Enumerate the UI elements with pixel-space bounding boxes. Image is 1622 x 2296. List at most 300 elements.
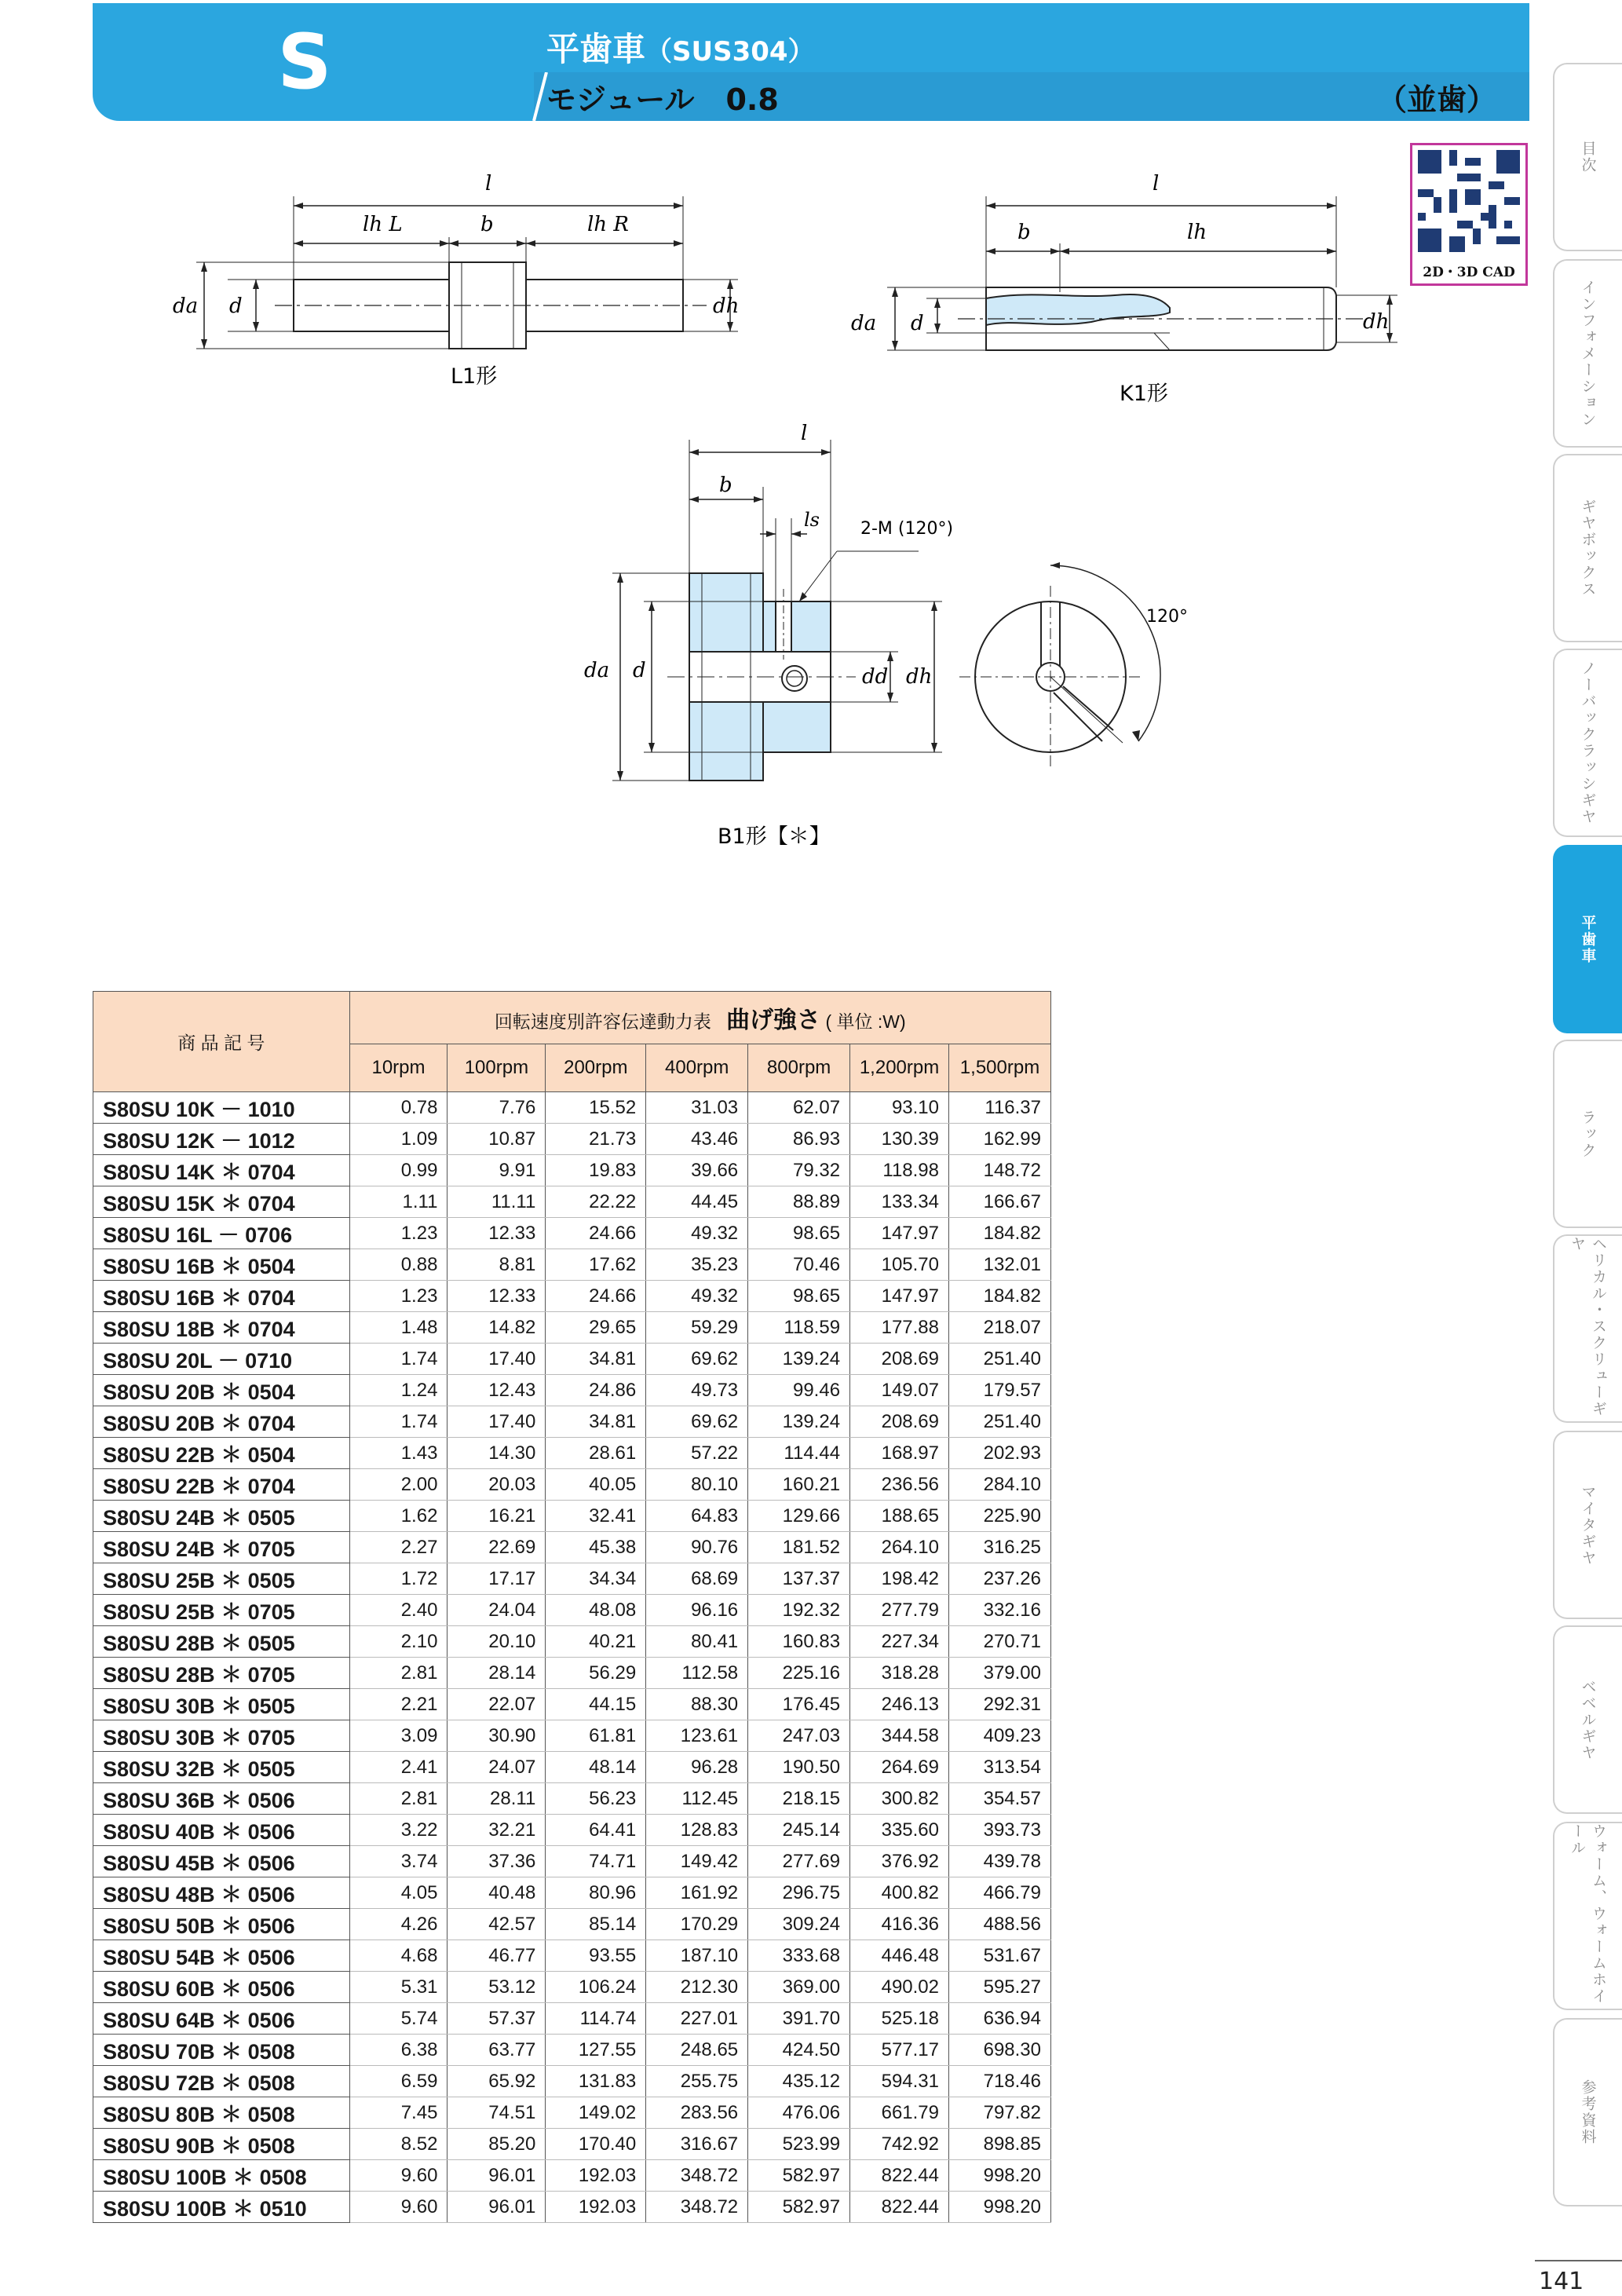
product-code: S80SU 28B ＊ 0505 bbox=[93, 1626, 350, 1658]
power-value: 192.32 bbox=[748, 1595, 850, 1626]
k1-b: b bbox=[1017, 221, 1031, 244]
power-value: 227.01 bbox=[646, 2003, 748, 2035]
power-value: 61.81 bbox=[546, 1720, 646, 1752]
table-row bbox=[93, 1092, 1051, 1124]
power-value: 270.71 bbox=[949, 1626, 1051, 1658]
power-value: 245.14 bbox=[748, 1815, 850, 1846]
power-value: 49.32 bbox=[646, 1281, 748, 1312]
power-value: 64.41 bbox=[546, 1815, 646, 1846]
power-value: 202.93 bbox=[949, 1438, 1051, 1469]
module-line bbox=[546, 75, 779, 119]
power-value: 139.24 bbox=[748, 1344, 850, 1375]
power-value: 96.28 bbox=[646, 1752, 748, 1783]
table-row bbox=[93, 1689, 1051, 1720]
power-value: 32.21 bbox=[448, 1815, 546, 1846]
power-value: 24.07 bbox=[448, 1752, 546, 1783]
power-value: 998.20 bbox=[949, 2160, 1051, 2192]
table-row bbox=[93, 1563, 1051, 1595]
power-value: 376.92 bbox=[850, 1846, 949, 1877]
side-tab-label: 目次 bbox=[1579, 141, 1597, 174]
product-code: S80SU 32B ＊ 0505 bbox=[93, 1752, 350, 1783]
table-row bbox=[93, 1846, 1051, 1877]
power-value: 149.07 bbox=[850, 1375, 949, 1406]
power-value: 20.10 bbox=[448, 1626, 546, 1658]
power-value: 3.74 bbox=[349, 1846, 448, 1877]
power-value: 80.10 bbox=[646, 1469, 748, 1501]
module-value: 0.8 bbox=[725, 82, 779, 117]
col-code-header: 商 品 記 号 bbox=[93, 992, 350, 1092]
power-value: 190.50 bbox=[748, 1752, 850, 1783]
power-value: 12.43 bbox=[448, 1375, 546, 1406]
power-value: 208.69 bbox=[850, 1406, 949, 1438]
page-title bbox=[546, 24, 815, 71]
power-value: 476.06 bbox=[748, 2097, 850, 2129]
table-row bbox=[93, 1249, 1051, 1281]
power-value: 188.65 bbox=[850, 1501, 949, 1532]
product-code: S80SU 22B ＊ 0504 bbox=[93, 1438, 350, 1469]
power-value: 344.58 bbox=[850, 1720, 949, 1752]
power-value: 118.59 bbox=[748, 1312, 850, 1344]
l1-da: da bbox=[173, 294, 199, 318]
power-value: 177.88 bbox=[850, 1312, 949, 1344]
side-tab[interactable] bbox=[1553, 1625, 1622, 1814]
power-value: 68.69 bbox=[646, 1563, 748, 1595]
power-value: 446.48 bbox=[850, 1940, 949, 1972]
side-tab[interactable] bbox=[1553, 1234, 1622, 1423]
product-code: S80SU 16L － 0706 bbox=[93, 1218, 350, 1249]
power-value: 53.12 bbox=[448, 1972, 546, 2003]
power-value: 79.32 bbox=[748, 1155, 850, 1186]
table-row bbox=[93, 1815, 1051, 1846]
power-value: 17.40 bbox=[448, 1344, 546, 1375]
power-value: 34.34 bbox=[546, 1563, 646, 1595]
power-value: 9.91 bbox=[448, 1155, 546, 1186]
power-value: 168.97 bbox=[850, 1438, 949, 1469]
power-value: 1.24 bbox=[349, 1375, 448, 1406]
product-code: S80SU 12K － 1012 bbox=[93, 1124, 350, 1155]
power-value: 85.20 bbox=[448, 2129, 546, 2160]
power-table bbox=[93, 991, 1051, 2223]
qr-icon bbox=[1418, 150, 1520, 252]
power-value: 34.81 bbox=[546, 1344, 646, 1375]
side-tab-label: ノーバックラッシギヤ bbox=[1579, 660, 1597, 825]
power-value: 296.75 bbox=[748, 1877, 850, 1909]
power-value: 354.57 bbox=[949, 1783, 1051, 1815]
power-value: 21.73 bbox=[546, 1124, 646, 1155]
power-value: 57.37 bbox=[448, 2003, 546, 2035]
power-value: 62.07 bbox=[748, 1092, 850, 1124]
power-value: 7.76 bbox=[448, 1092, 546, 1124]
power-value: 80.96 bbox=[546, 1877, 646, 1909]
power-value: 40.48 bbox=[448, 1877, 546, 1909]
k1-caption: K1形 bbox=[1120, 382, 1168, 406]
power-value: 523.99 bbox=[748, 2129, 850, 2160]
power-value: 32.41 bbox=[546, 1501, 646, 1532]
product-code: S80SU 100B ＊ 0508 bbox=[93, 2160, 350, 2192]
power-value: 198.42 bbox=[850, 1563, 949, 1595]
power-value: 93.10 bbox=[850, 1092, 949, 1124]
rpm-header: 200rpm bbox=[546, 1044, 646, 1092]
rpm-header: 1,200rpm bbox=[850, 1044, 949, 1092]
table-row bbox=[93, 1720, 1051, 1752]
power-value: 439.78 bbox=[949, 1846, 1051, 1877]
product-code: S80SU 36B ＊ 0506 bbox=[93, 1783, 350, 1815]
table-row bbox=[93, 2192, 1051, 2223]
power-value: 48.08 bbox=[546, 1595, 646, 1626]
power-value: 24.66 bbox=[546, 1218, 646, 1249]
power-value: 14.30 bbox=[448, 1438, 546, 1469]
side-tab-label: ヘリカル・スクリューギヤ bbox=[1569, 1236, 1607, 1417]
side-tab[interactable] bbox=[1553, 845, 1622, 1033]
power-value: 57.22 bbox=[646, 1438, 748, 1469]
group-unit: ( 単位 :W) bbox=[825, 1011, 906, 1032]
power-value: 531.67 bbox=[949, 1940, 1051, 1972]
table-row bbox=[93, 1532, 1051, 1563]
power-value: 822.44 bbox=[850, 2160, 949, 2192]
power-value: 149.02 bbox=[546, 2097, 646, 2129]
power-value: 898.85 bbox=[949, 2129, 1051, 2160]
power-value: 69.62 bbox=[646, 1406, 748, 1438]
power-value: 208.69 bbox=[850, 1344, 949, 1375]
power-value: 112.58 bbox=[646, 1658, 748, 1689]
power-value: 22.69 bbox=[448, 1532, 546, 1563]
power-value: 6.38 bbox=[349, 2035, 448, 2066]
power-value: 1.09 bbox=[349, 1124, 448, 1155]
power-value: 74.51 bbox=[448, 2097, 546, 2129]
power-value: 49.32 bbox=[646, 1218, 748, 1249]
power-value: 277.69 bbox=[748, 1846, 850, 1877]
power-value: 131.83 bbox=[546, 2066, 646, 2097]
power-value: 7.45 bbox=[349, 2097, 448, 2129]
product-code: S80SU 25B ＊ 0505 bbox=[93, 1563, 350, 1595]
power-value: 577.17 bbox=[850, 2035, 949, 2066]
power-value: 48.14 bbox=[546, 1752, 646, 1783]
rpm-header: 100rpm bbox=[448, 1044, 546, 1092]
table-row bbox=[93, 1783, 1051, 1815]
b1-dd: dd bbox=[862, 665, 889, 689]
table-row bbox=[93, 2129, 1051, 2160]
power-value: 742.92 bbox=[850, 2129, 949, 2160]
power-value: 582.97 bbox=[748, 2192, 850, 2223]
side-tab[interactable] bbox=[1553, 649, 1622, 837]
table-row bbox=[93, 1312, 1051, 1344]
power-value: 42.57 bbox=[448, 1909, 546, 1940]
rpm-header: 800rpm bbox=[748, 1044, 850, 1092]
power-value: 49.73 bbox=[646, 1375, 748, 1406]
power-value: 284.10 bbox=[949, 1469, 1051, 1501]
power-value: 309.24 bbox=[748, 1909, 850, 1940]
power-value: 80.41 bbox=[646, 1626, 748, 1658]
power-value: 698.30 bbox=[949, 2035, 1051, 2066]
power-value: 4.68 bbox=[349, 1940, 448, 1972]
side-tab-label: ウォーム、ウォームホイール bbox=[1569, 1823, 1607, 2005]
power-value: 8.81 bbox=[448, 1249, 546, 1281]
power-value: 313.54 bbox=[949, 1752, 1051, 1783]
power-value: 130.39 bbox=[850, 1124, 949, 1155]
side-tab[interactable] bbox=[1553, 1822, 1622, 2010]
product-code: S80SU 25B ＊ 0705 bbox=[93, 1595, 350, 1626]
power-value: 19.83 bbox=[546, 1155, 646, 1186]
b1-d: d bbox=[633, 659, 646, 682]
power-value: 277.79 bbox=[850, 1595, 949, 1626]
power-value: 192.03 bbox=[546, 2192, 646, 2223]
power-value: 24.86 bbox=[546, 1375, 646, 1406]
power-value: 2.81 bbox=[349, 1783, 448, 1815]
power-value: 160.21 bbox=[748, 1469, 850, 1501]
power-value: 59.29 bbox=[646, 1312, 748, 1344]
power-value: 2.10 bbox=[349, 1626, 448, 1658]
l1-l: l bbox=[485, 172, 492, 196]
power-value: 184.82 bbox=[949, 1281, 1051, 1312]
power-value: 251.40 bbox=[949, 1344, 1051, 1375]
power-value: 8.52 bbox=[349, 2129, 448, 2160]
product-code: S80SU 28B ＊ 0705 bbox=[93, 1658, 350, 1689]
table-row bbox=[93, 1438, 1051, 1469]
side-tab-label: マイタギヤ bbox=[1579, 1483, 1597, 1567]
power-value: 822.44 bbox=[850, 2192, 949, 2223]
power-value: 28.14 bbox=[448, 1658, 546, 1689]
drawing-k1 bbox=[840, 165, 1421, 416]
page-rule bbox=[1535, 2260, 1622, 2261]
power-value: 56.23 bbox=[546, 1783, 646, 1815]
product-code: S80SU 100B ＊ 0510 bbox=[93, 2192, 350, 2223]
table-row bbox=[93, 1218, 1051, 1249]
power-value: 369.00 bbox=[748, 1972, 850, 2003]
side-tab-label: インフォメーション bbox=[1579, 279, 1597, 428]
product-code: S80SU 22B ＊ 0704 bbox=[93, 1469, 350, 1501]
power-value: 22.07 bbox=[448, 1689, 546, 1720]
power-value: 35.23 bbox=[646, 1249, 748, 1281]
power-value: 797.82 bbox=[949, 2097, 1051, 2129]
k1-da: da bbox=[851, 312, 877, 335]
power-value: 105.70 bbox=[850, 1249, 949, 1281]
side-tab[interactable] bbox=[1553, 1040, 1622, 1228]
power-value: 212.30 bbox=[646, 1972, 748, 2003]
table-row bbox=[93, 1940, 1051, 1972]
title-text: 平歯車 bbox=[546, 30, 646, 68]
product-code: S80SU 70B ＊ 0508 bbox=[93, 2035, 350, 2066]
power-value: 1.43 bbox=[349, 1438, 448, 1469]
qr-label: 2D・3D CAD bbox=[1423, 265, 1515, 280]
power-value: 318.28 bbox=[850, 1658, 949, 1689]
power-value: 9.60 bbox=[349, 2192, 448, 2223]
power-value: 74.71 bbox=[546, 1846, 646, 1877]
material: （SUS304） bbox=[645, 36, 815, 68]
k1-d: d bbox=[911, 312, 924, 335]
side-tab-label: ラック bbox=[1579, 1109, 1597, 1159]
power-value: 129.66 bbox=[748, 1501, 850, 1532]
power-value: 112.45 bbox=[646, 1783, 748, 1815]
power-value: 170.40 bbox=[546, 2129, 646, 2160]
power-value: 316.67 bbox=[646, 2129, 748, 2160]
product-code: S80SU 45B ＊ 0506 bbox=[93, 1846, 350, 1877]
l1-dh: dh bbox=[713, 294, 740, 318]
product-code: S80SU 54B ＊ 0506 bbox=[93, 1940, 350, 1972]
power-value: 333.68 bbox=[748, 1940, 850, 1972]
power-value: 65.92 bbox=[448, 2066, 546, 2097]
power-value: 335.60 bbox=[850, 1815, 949, 1846]
product-code: S80SU 30B ＊ 0505 bbox=[93, 1689, 350, 1720]
power-value: 255.75 bbox=[646, 2066, 748, 2097]
power-value: 96.01 bbox=[448, 2160, 546, 2192]
power-value: 379.00 bbox=[949, 1658, 1051, 1689]
l1-lhr: lh R bbox=[587, 213, 629, 236]
power-value: 88.30 bbox=[646, 1689, 748, 1720]
b1-caption: B1形【＊】 bbox=[718, 824, 831, 849]
power-value: 170.29 bbox=[646, 1909, 748, 1940]
power-value: 118.98 bbox=[850, 1155, 949, 1186]
side-tab-label: 平歯車 bbox=[1579, 914, 1597, 964]
side-tab-label: ベベルギヤ bbox=[1579, 1678, 1597, 1761]
table-row bbox=[93, 1658, 1051, 1689]
table-row bbox=[93, 1752, 1051, 1783]
product-code: S80SU 50B ＊ 0506 bbox=[93, 1909, 350, 1940]
table-row bbox=[93, 1909, 1051, 1940]
power-value: 264.69 bbox=[850, 1752, 949, 1783]
power-value: 4.26 bbox=[349, 1909, 448, 1940]
power-value: 400.82 bbox=[850, 1877, 949, 1909]
side-tab[interactable] bbox=[1553, 1431, 1622, 1619]
drawing-b1 bbox=[573, 416, 1233, 856]
power-value: 247.03 bbox=[748, 1720, 850, 1752]
table-row bbox=[93, 2097, 1051, 2129]
qr-code[interactable] bbox=[1410, 143, 1528, 286]
power-value: 106.24 bbox=[546, 1972, 646, 2003]
l1-caption: L1形 bbox=[451, 364, 498, 389]
power-value: 17.62 bbox=[546, 1249, 646, 1281]
power-value: 160.83 bbox=[748, 1626, 850, 1658]
power-value: 93.55 bbox=[546, 1940, 646, 1972]
power-value: 237.26 bbox=[949, 1563, 1051, 1595]
power-value: 29.65 bbox=[546, 1312, 646, 1344]
power-value: 5.31 bbox=[349, 1972, 448, 2003]
power-value: 20.03 bbox=[448, 1469, 546, 1501]
power-value: 176.45 bbox=[748, 1689, 850, 1720]
power-value: 9.60 bbox=[349, 2160, 448, 2192]
power-value: 14.82 bbox=[448, 1312, 546, 1344]
b1-dh: dh bbox=[906, 665, 933, 689]
product-code: S80SU 20L － 0710 bbox=[93, 1344, 350, 1375]
power-value: 316.25 bbox=[949, 1532, 1051, 1563]
product-code: S80SU 18B ＊ 0704 bbox=[93, 1312, 350, 1344]
power-value: 2.81 bbox=[349, 1658, 448, 1689]
power-value: 435.12 bbox=[748, 2066, 850, 2097]
product-code: S80SU 14K ＊ 0704 bbox=[93, 1155, 350, 1186]
power-value: 139.24 bbox=[748, 1406, 850, 1438]
power-value: 132.01 bbox=[949, 1249, 1051, 1281]
product-code: S80SU 20B ＊ 0504 bbox=[93, 1375, 350, 1406]
power-value: 12.33 bbox=[448, 1281, 546, 1312]
product-code: S80SU 60B ＊ 0506 bbox=[93, 1972, 350, 2003]
product-code: S80SU 80B ＊ 0508 bbox=[93, 2097, 350, 2129]
power-value: 85.14 bbox=[546, 1909, 646, 1940]
product-code: S80SU 24B ＊ 0705 bbox=[93, 1532, 350, 1563]
table-row bbox=[93, 1877, 1051, 1909]
power-value: 4.05 bbox=[349, 1877, 448, 1909]
side-tab-label: ギヤボックス bbox=[1579, 499, 1597, 598]
product-code: S80SU 40B ＊ 0506 bbox=[93, 1815, 350, 1846]
power-value: 348.72 bbox=[646, 2160, 748, 2192]
power-value: 488.56 bbox=[949, 1909, 1051, 1940]
product-code: S80SU 20B ＊ 0704 bbox=[93, 1406, 350, 1438]
power-value: 43.46 bbox=[646, 1124, 748, 1155]
power-value: 227.34 bbox=[850, 1626, 949, 1658]
product-code: S80SU 90B ＊ 0508 bbox=[93, 2129, 350, 2160]
table-row bbox=[93, 2035, 1051, 2066]
power-value: 1.72 bbox=[349, 1563, 448, 1595]
drawing-l1 bbox=[157, 165, 754, 400]
power-value: 409.23 bbox=[949, 1720, 1051, 1752]
power-value: 1.11 bbox=[349, 1186, 448, 1218]
power-value: 1.48 bbox=[349, 1312, 448, 1344]
product-code: S80SU 48B ＊ 0506 bbox=[93, 1877, 350, 1909]
product-code: S80SU 16B ＊ 0504 bbox=[93, 1249, 350, 1281]
power-value: 218.15 bbox=[748, 1783, 850, 1815]
power-value: 179.57 bbox=[949, 1375, 1051, 1406]
side-tab-label: 参考資料 bbox=[1579, 2079, 1597, 2145]
side-tab[interactable] bbox=[1553, 63, 1622, 251]
power-value: 30.90 bbox=[448, 1720, 546, 1752]
table-row bbox=[93, 1186, 1051, 1218]
b1-b: b bbox=[719, 473, 732, 497]
side-tab[interactable] bbox=[1553, 2018, 1622, 2206]
power-value: 525.18 bbox=[850, 2003, 949, 2035]
power-value: 28.61 bbox=[546, 1438, 646, 1469]
product-code: S80SU 15K ＊ 0704 bbox=[93, 1186, 350, 1218]
power-value: 137.37 bbox=[748, 1563, 850, 1595]
product-code: S80SU 24B ＊ 0505 bbox=[93, 1501, 350, 1532]
power-value: 181.52 bbox=[748, 1532, 850, 1563]
power-value: 595.27 bbox=[949, 1972, 1051, 2003]
power-value: 116.37 bbox=[949, 1092, 1051, 1124]
power-value: 2.00 bbox=[349, 1469, 448, 1501]
table-row bbox=[93, 1155, 1051, 1186]
power-value: 424.50 bbox=[748, 2035, 850, 2066]
side-tab[interactable] bbox=[1553, 259, 1622, 448]
power-value: 300.82 bbox=[850, 1783, 949, 1815]
power-value: 661.79 bbox=[850, 2097, 949, 2129]
power-value: 246.13 bbox=[850, 1689, 949, 1720]
power-value: 161.92 bbox=[646, 1877, 748, 1909]
category-letter: S bbox=[277, 18, 332, 106]
table-row bbox=[93, 1595, 1051, 1626]
power-value: 63.77 bbox=[448, 2035, 546, 2066]
power-value: 3.09 bbox=[349, 1720, 448, 1752]
product-code: S80SU 16B ＊ 0704 bbox=[93, 1281, 350, 1312]
table-row bbox=[93, 2066, 1051, 2097]
product-code: S80SU 30B ＊ 0705 bbox=[93, 1720, 350, 1752]
rpm-header: 400rpm bbox=[646, 1044, 748, 1092]
power-value: 34.81 bbox=[546, 1406, 646, 1438]
b1-m: 2-M (120°) bbox=[860, 519, 954, 539]
power-value: 123.61 bbox=[646, 1720, 748, 1752]
power-value: 24.04 bbox=[448, 1595, 546, 1626]
b1-angle: 120° bbox=[1146, 607, 1188, 627]
table-row bbox=[93, 1469, 1051, 1501]
rpm-header: 1,500rpm bbox=[949, 1044, 1051, 1092]
power-value: 184.82 bbox=[949, 1218, 1051, 1249]
power-value: 251.40 bbox=[949, 1406, 1051, 1438]
power-value: 264.10 bbox=[850, 1532, 949, 1563]
power-value: 114.74 bbox=[546, 2003, 646, 2035]
power-value: 149.42 bbox=[646, 1846, 748, 1877]
power-value: 22.22 bbox=[546, 1186, 646, 1218]
power-value: 1.62 bbox=[349, 1501, 448, 1532]
power-value: 44.45 bbox=[646, 1186, 748, 1218]
group-big: 曲げ強さ bbox=[726, 1007, 821, 1033]
side-tab[interactable] bbox=[1553, 454, 1622, 642]
power-value: 98.65 bbox=[748, 1281, 850, 1312]
